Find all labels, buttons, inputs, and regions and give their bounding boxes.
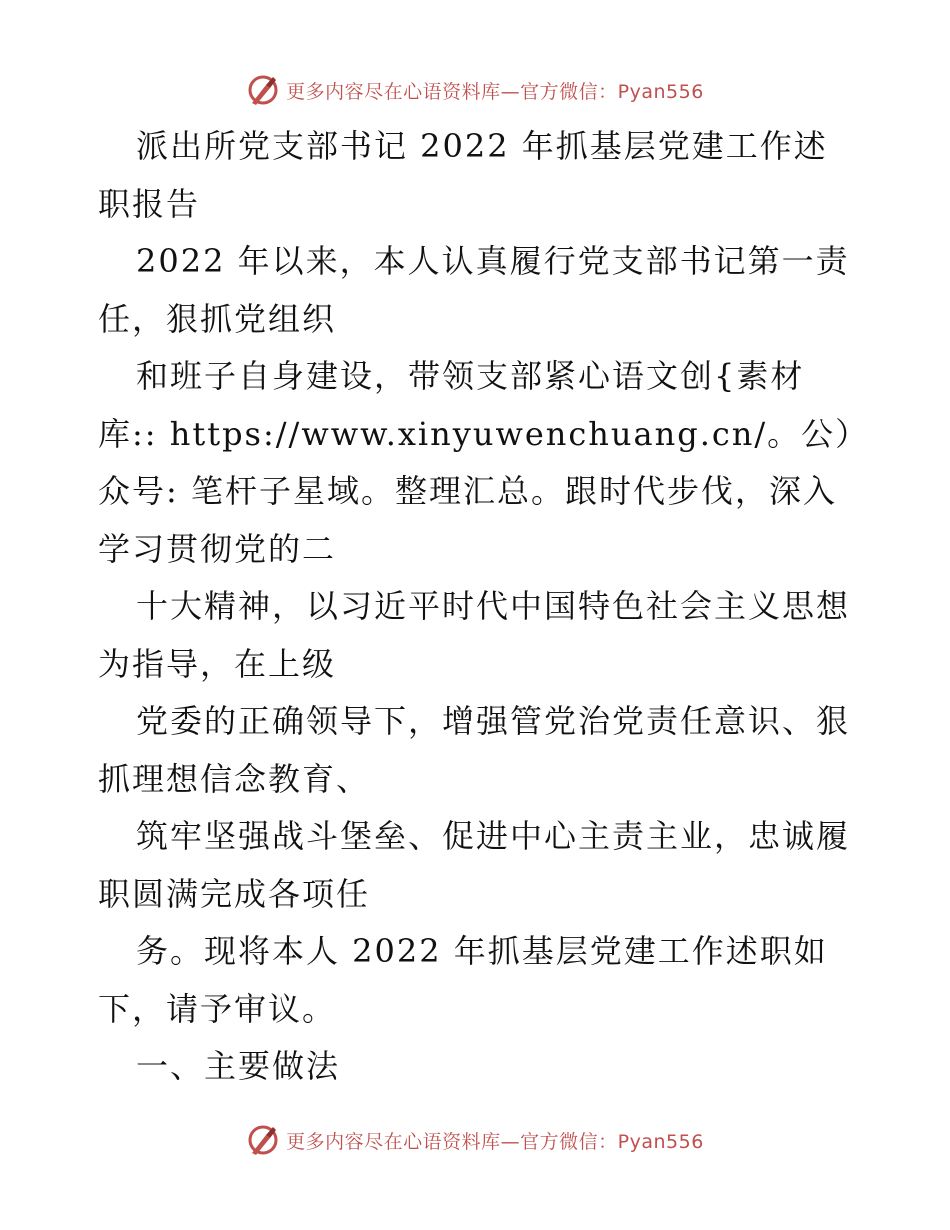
footer-banner-text: 更多内容尽在心语资料库—官方微信：Pyan556 <box>286 1130 704 1153</box>
document-title: 派出所党支部书记 2022 年抓基层党建工作述职报告 <box>98 127 828 223</box>
section-heading: 一、主要做法 <box>136 1047 341 1085</box>
paragraph: 务。现将本人 2022 年抓基层党建工作述职如下，请予审议。 <box>98 932 828 1028</box>
pen-circle-icon <box>246 73 280 107</box>
header-banner <box>0 70 950 110</box>
footer-banner <box>0 1120 950 1160</box>
document-body <box>98 118 858 1096</box>
header-banner-text: 更多内容尽在心语资料库—官方微信：Pyan556 <box>286 80 704 103</box>
paragraph: 筑牢坚强战斗堡垒、促进中心主责主业，忠诚履职圆满完成各项任 <box>98 817 851 913</box>
pen-circle-icon <box>246 1123 280 1157</box>
paragraph: 党委的正确领导下，增强管党治党责任意识、狠抓理想信念教育、 <box>98 702 851 798</box>
paragraph: 2022 年以来，本人认真履行党支部书记第一责任，狠抓党组织 <box>98 242 850 338</box>
paragraph: 和班子自身建设，带领支部紧心语文创{素材库:: https://www.xinyuwenchuang.cn/。公）众号: 笔杆子星域。整理汇总。跟时代步伐，深入学习贯彻党的二 <box>98 357 854 568</box>
paragraph: 十大精神，以习近平时代中国特色社会主义思想为指导，在上级 <box>98 587 851 683</box>
